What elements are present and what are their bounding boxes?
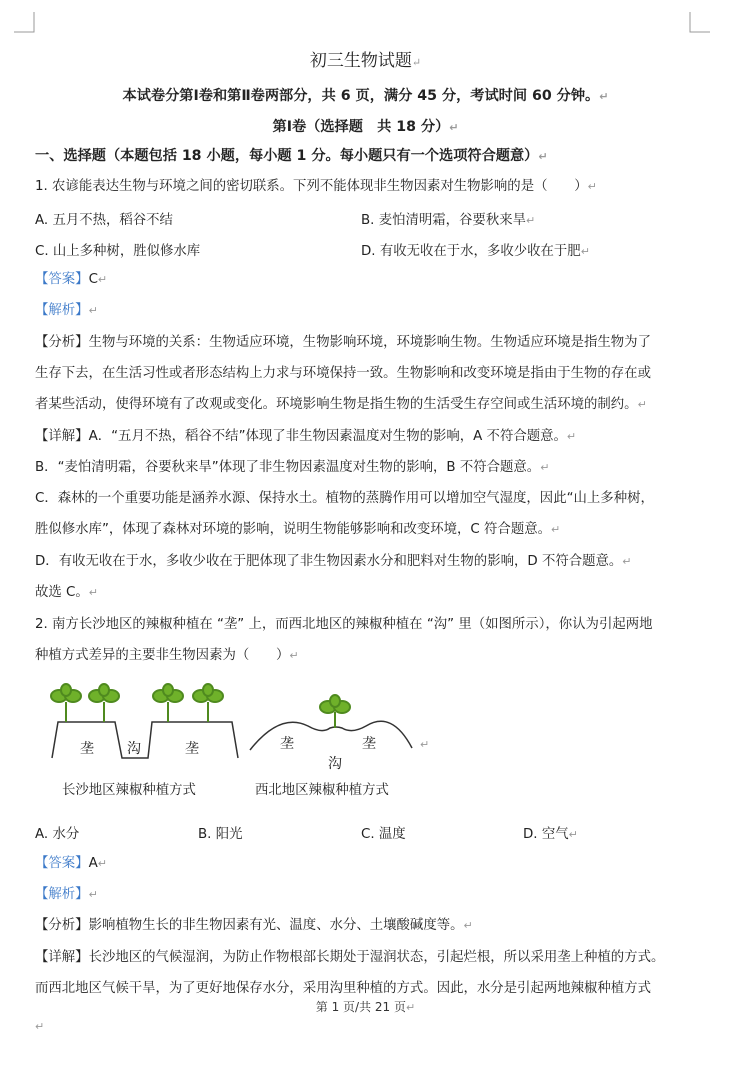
q2-detail-line-2: 而西北地区气候干旱，为了更好地保存水分，采用沟里种植的方式。因此，水分是引起两地辣椒种植方式 bbox=[35, 981, 651, 996]
svg-text:↵: ↵ bbox=[420, 738, 430, 751]
q1-option-b: B. 麦怕清明霜，谷要秋来旱↵ bbox=[361, 213, 536, 228]
ridge-label-left: 垄 bbox=[80, 741, 94, 757]
q2-analysis: 【分析】影响植物生长的非生物因素有光、温度、水分、土壤酸碱度等。↵ bbox=[35, 918, 473, 933]
page-title: 初三生物试题↵ bbox=[309, 51, 422, 71]
planting-figure bbox=[40, 682, 440, 802]
q1-detail-line-6: 故选 C。↵ bbox=[35, 585, 98, 600]
ditch-label-nw: 沟 bbox=[328, 756, 342, 772]
q1-option-a: A. 五月不热，稻谷不结 bbox=[35, 213, 173, 228]
q2-stem-line-1: 2. 南方长沙地区的辣椒种植在 “垄” 上，而西北地区的辣椒种植在 “沟” 里（如图所示），你认为引起两地 bbox=[35, 617, 653, 632]
ridge-label-nw-left: 垄 bbox=[280, 736, 294, 752]
q1-option-d: D. 有收无收在于水，多收少收在于肥↵ bbox=[361, 244, 590, 259]
q2-detail-line-1: 【详解】长沙地区的气候湿润，为防止作物根部长期处于湿润状态，引起烂根，所以采用垄上种植的方式。 bbox=[35, 950, 665, 965]
q1-explain: 【解析】↵ bbox=[35, 303, 98, 318]
q1-stem: 1. 农谚能表达生物与环境之间的密切联系。下列不能体现非生物因素对生物影响的是（ ）↵ bbox=[35, 179, 597, 194]
q2-option-d: D. 空气↵ bbox=[523, 827, 578, 842]
q2-stem-line-2: 种植方式差异的主要非生物因素为（ ）↵ bbox=[35, 648, 299, 663]
q1-detail-line-1: 【详解】A．“五月不热，稻谷不结”体现了非生物因素温度对生物的影响，A 不符合题意。↵ bbox=[35, 429, 577, 444]
q1-detail-line-2: B．“麦怕清明霜，谷要秋来旱”体现了非生物因素温度对生物的影响，B 不符合题意。↵ bbox=[35, 460, 550, 475]
ridge-label-right: 垄 bbox=[185, 741, 199, 757]
q1-detail-line-5: D．有收无收在于水，多收少收在于肥体现了非生物因素水分和肥料对生物的影响，D 不符合题意。↵ bbox=[35, 554, 632, 569]
q2-explain: 【解析】↵ bbox=[35, 887, 98, 902]
q1-analysis-line-1: 【分析】生物与环境的关系：生物适应环境，生物影响环境，环境影响生物。生物适应环境是指生物为了 bbox=[35, 335, 651, 350]
q2-answer: 【答案】A↵ bbox=[35, 856, 107, 871]
trailing-paragraph-mark: ↵ bbox=[35, 1020, 45, 1033]
q2-option-a: A. 水分 bbox=[35, 827, 80, 842]
q1-analysis-line-2: 生存下去，在生活习性或者形态结构上力求与环境保持一致。生物影响和改变环境是指由于生物的存在或 bbox=[35, 366, 651, 381]
paragraph-mark: ↵ bbox=[411, 56, 422, 69]
q1-option-c: C. 山上多种树，胜似修水库 bbox=[35, 244, 201, 259]
q1-detail-line-3: C．森林的一个重要功能是涵养水源、保持水土。植物的蒸腾作用可以增加空气湿度，因此“山上多种树， bbox=[35, 491, 654, 506]
ridge-planting-diagram bbox=[51, 684, 238, 798]
q2-option-b: B. 阳光 bbox=[198, 827, 243, 842]
q1-analysis-line-3: 者某些活动，使得环境有了改观或变化。环境影响生物是指生物的生活受生存空间或生活环境的制约。↵ bbox=[35, 397, 647, 412]
ditch-planting-diagram bbox=[250, 695, 412, 798]
right-caption: 西北地区辣椒种植方式 bbox=[255, 783, 389, 798]
q2-option-c: C. 温度 bbox=[361, 827, 406, 842]
top-left-corner-mark bbox=[14, 12, 36, 34]
part-title: 第Ⅰ卷（选择题 共 18 分）↵ bbox=[272, 119, 459, 135]
left-caption: 长沙地区辣椒种植方式 bbox=[62, 783, 196, 798]
ditch-label-left: 沟 bbox=[127, 741, 141, 757]
q1-detail-line-4: 胜似修水库”，体现了森林对环境的影响，说明生物能够影响和改变环境，C 符合题意。↵ bbox=[35, 522, 561, 537]
section-title: 一、选择题（本题包括 18 小题，每小题 1 分。每小题只有一个选项符合题意）↵ bbox=[35, 148, 548, 164]
top-right-corner-mark bbox=[688, 12, 710, 34]
ridge-label-nw-right: 垄 bbox=[362, 736, 376, 752]
page-footer: 第 1 页/共 21 页↵ bbox=[315, 1000, 416, 1014]
exam-subtitle: 本试卷分第Ⅰ卷和第Ⅱ卷两部分，共 6 页，满分 45 分，考试时间 60 分钟。↵ bbox=[122, 88, 609, 104]
q1-answer: 【答案】C↵ bbox=[35, 272, 108, 287]
